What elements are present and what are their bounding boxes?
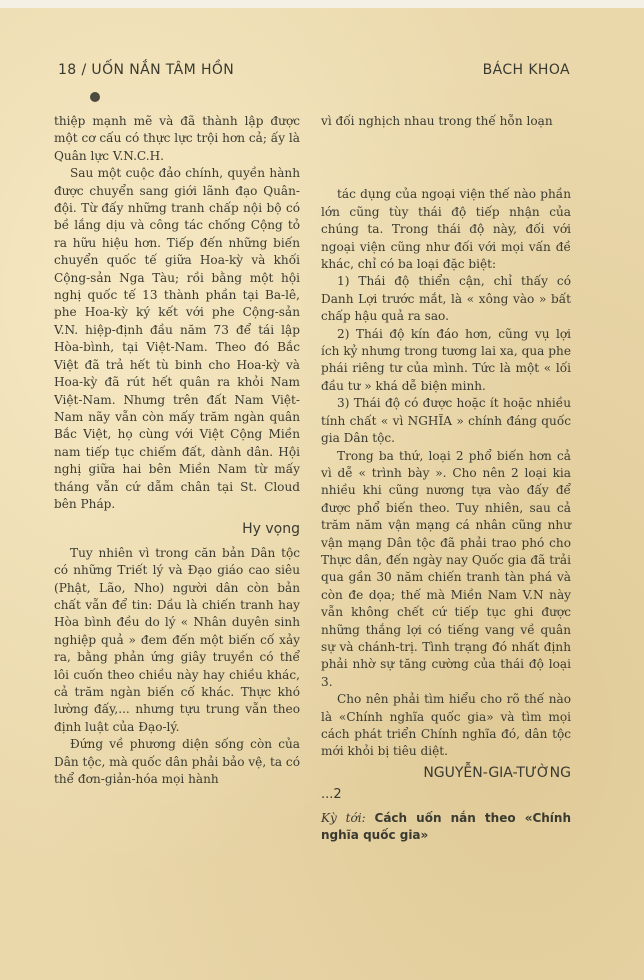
censored-gap [321, 130, 571, 186]
list-item: 1) Thái độ thiển cận, chỉ thấy có Danh Lợi trước mắt, là « xông vào » bất chấp hậu quả ra sao. [321, 274, 571, 324]
magazine-name: BÁCH KHOA [482, 62, 570, 78]
page-number-and-title: 18 / UỐN NẮN TÂM HỒN [58, 62, 235, 78]
paragraph: Sau một cuộc đảo chính, quyền hành được chuyển sang giới lãnh đạo Quân-đội. Từ đấy những tranh chấp nội bộ có bề lắng dịu và công tác chống Cộng tỏ ra hữu hiệu hơn. Tiếp đến những biến chuyển quốc tế giữa Hoa-kỳ và khối Cộng-sản Nga Tàu; rồi bằng một hội nghị quốc tế 13 thành phần tại Ba-lê, phe Hoa-kỳ ký kết với phe Cộng-sản V.N. hiệp-định đầu năm 73 để tái lập Hòa-bình, tại Việt-Nam. Theo đó Bắc Việt đã trả hết tù binh cho Hoa-kỳ và Hoa-kỳ đã rút hết quân ra khỏi Nam Việt-Nam. Nhưng trên đất Nam Việt-Nam nãy vẫn còn mấy trăm ngàn quân Bắc Việt, họ cùng với Việt Cộng Miền nam tiếp tục chiếm đất, dành dân. Hội nghị giữa hai bên Miền Nam từ mấy tháng vẫn cứ dẫm chân tại St. Cloud bên Pháp. [54, 166, 300, 511]
paragraph: thiệp mạnh mẽ và đã thành lập được một cơ cấu có thực lực trội hơn cả; ấy là Quân lực V.N.C.H. [54, 114, 300, 163]
column-right [321, 113, 571, 844]
list-item: 2) Thái độ kín đáo hơn, cũng vụ lợi ích kỷ nhưng trong tương lai xa, qua phe phái riêng tư của mình. Tức là một « lối đầu tư » khá dễ biện minh. [321, 326, 571, 393]
next-issue-note [321, 810, 571, 845]
paragraph: Trong ba thứ, loại 2 phổ biến hơn cả vì dễ « trình bày ». Cho nên 2 loại kia nhiều khi cũng nương tựa vào đấy để được phổ biến theo. Tuy nhiên, sau cả trăm năm vận mạng cá nhân cũng như vận mạng Dân tộc đã phải trao phó cho Thực dân, đến ngày nay Quốc gia đã trải qua gần 30 năm chiến tranh tàn phá và còn đe dọa; thế mà Miền Nam V.N này vẫn không chết cứ tiếp tục ghi được những thắng lợi có tiếng vang về quân sự và chánh-trị. Tình trạng đó nhất định phải nhờ sự tăng cường của thái độ loại 3. [321, 448, 571, 689]
section-heading: Hy vọng [242, 521, 300, 538]
series-number: ...2 [321, 787, 342, 803]
paragraph: Đứng về phương diện sống còn của Dân tộc, mà quốc dân phải bảo vệ, ta có thể đơn-giản-hóa mọi hành [54, 737, 300, 787]
list-item: 3) Thái độ có được hoặc ít hoặc nhiều tính chất « vì NGHĨA » chính đáng quốc gia Dân tộc. [321, 396, 571, 446]
paragraph: Tuy nhiên vì trong căn bản Dân tộc có những Triết lý và Đạo giáo cao siêu (Phật, Lão, Nho) người dân còn bản chất vẫn để tin: Dầu là chiến tranh hay Hòa bình đều do lý « Nhân duyên sinh nghiệp quả » đem đến một biến cố xảy ra, bằng phản ứng giây truyền có thể lôi cuốn theo chiều này hay chiều khác, cả trăm ngàn biến cố khác. Thực khó lường đấy,... nhưng tựu trung vẫn theo định luật của Đạo-lý. [54, 545, 300, 734]
ink-dot [90, 92, 100, 102]
paragraph: tác dụng của ngoại viện thế nào phần lớn cũng tùy thái độ tiếp nhận của chúng ta. Trong thái độ này, đối với ngoại viện cũng như đối với mọi vấn đề khác, chỉ có ba loại đặc biệt: [321, 187, 571, 272]
next-issue-label: Kỳ tới: [321, 810, 366, 825]
paragraph: Cho nên phải tìm hiểu cho rõ thế nào là «Chính nghĩa quốc gia» và tìm mọi cách phát triển Chính nghĩa đó, dân tộc mới khỏi bị tiêu diệt. [321, 692, 571, 759]
next-issue-title: Cách uốn nắn theo «Chính nghĩa quốc gia» [321, 810, 571, 843]
page-header [58, 62, 570, 84]
column-left [54, 113, 300, 788]
author-name: NGUYỄN-GIA-TƯỜNG [423, 764, 571, 781]
scan-edge [0, 0, 644, 8]
paragraph: vì đối nghịch nhau trong thế hỗn loạn [321, 114, 553, 128]
